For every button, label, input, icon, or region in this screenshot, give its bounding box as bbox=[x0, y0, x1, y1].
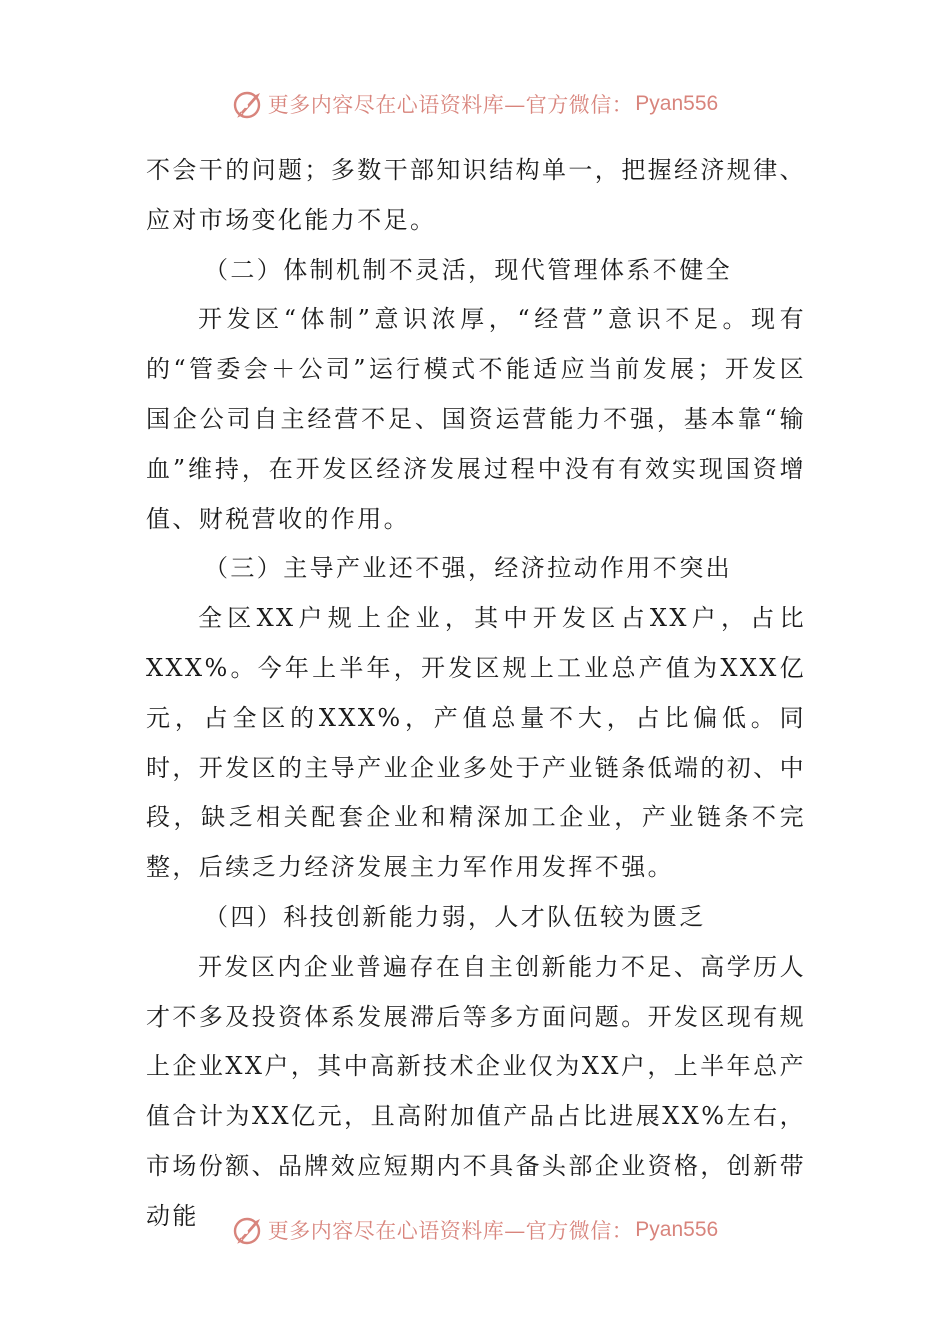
paragraph-body: 开发区内企业普遍存在自主创新能力不足、高学历人才不多及投资体系发展滞后等多方面问题。开发区现有规上企业XX户，其中高新技术企业仅为XX户，上半年总产值合计为XX亿元，且高附加值产品占比进展XX%左右，市场份额、品牌效应短期内不具备头部企业资格，创新带动能 bbox=[146, 952, 806, 1230]
pen-nib-circle-icon bbox=[232, 87, 266, 121]
watermark-text: 更多内容尽在心语资料库—官方微信： bbox=[267, 93, 634, 117]
watermark-header bbox=[0, 84, 950, 124]
section-heading-3: （三）主导产业还不强，经济拉动作用不突出 bbox=[204, 554, 732, 583]
section-heading-4: （四）科技创新能力弱，人才队伍较为匮乏 bbox=[204, 902, 706, 931]
paragraph-body: 开发区“体制”意识浓厚，“经营”意识不足。现有的“管委会＋公司”运行模式不能适应当前发展；开发区国企公司自主经营不足、国资运营能力不强，基本靠“输血”维持，在开发区经济发展过程中没有有效实现国资增值、财税营收的作用。 bbox=[146, 305, 806, 533]
watermark-wechat-id: Pyan556 bbox=[635, 1218, 719, 1241]
document-body bbox=[146, 146, 806, 1242]
paragraph-body: 全区XX户规上企业，其中开发区占XX户，占比XXX%。今年上半年，开发区规上工业总产值为XXX亿元，占全区的XXX%，产值总量不大，占比偏低。同时，开发区的主导产业企业多处于产业链条低端的初、中段，缺乏相关配套企业和精深加工企业，产业链条不完整，后续乏力经济发展主力军作用发挥不强。 bbox=[146, 604, 806, 882]
watermark-wechat-id: Pyan556 bbox=[635, 92, 719, 115]
watermark-text: 更多内容尽在心语资料库—官方微信： bbox=[267, 1219, 634, 1243]
paragraph-continued: 不会干的问题；多数干部知识结构单一，把握经济规律、应对市场变化能力不足。 bbox=[146, 156, 806, 234]
watermark-footer bbox=[0, 1210, 950, 1250]
pen-nib-circle-icon bbox=[232, 1213, 266, 1247]
section-heading-2: （二）体制机制不灵活，现代管理体系不健全 bbox=[204, 255, 732, 284]
